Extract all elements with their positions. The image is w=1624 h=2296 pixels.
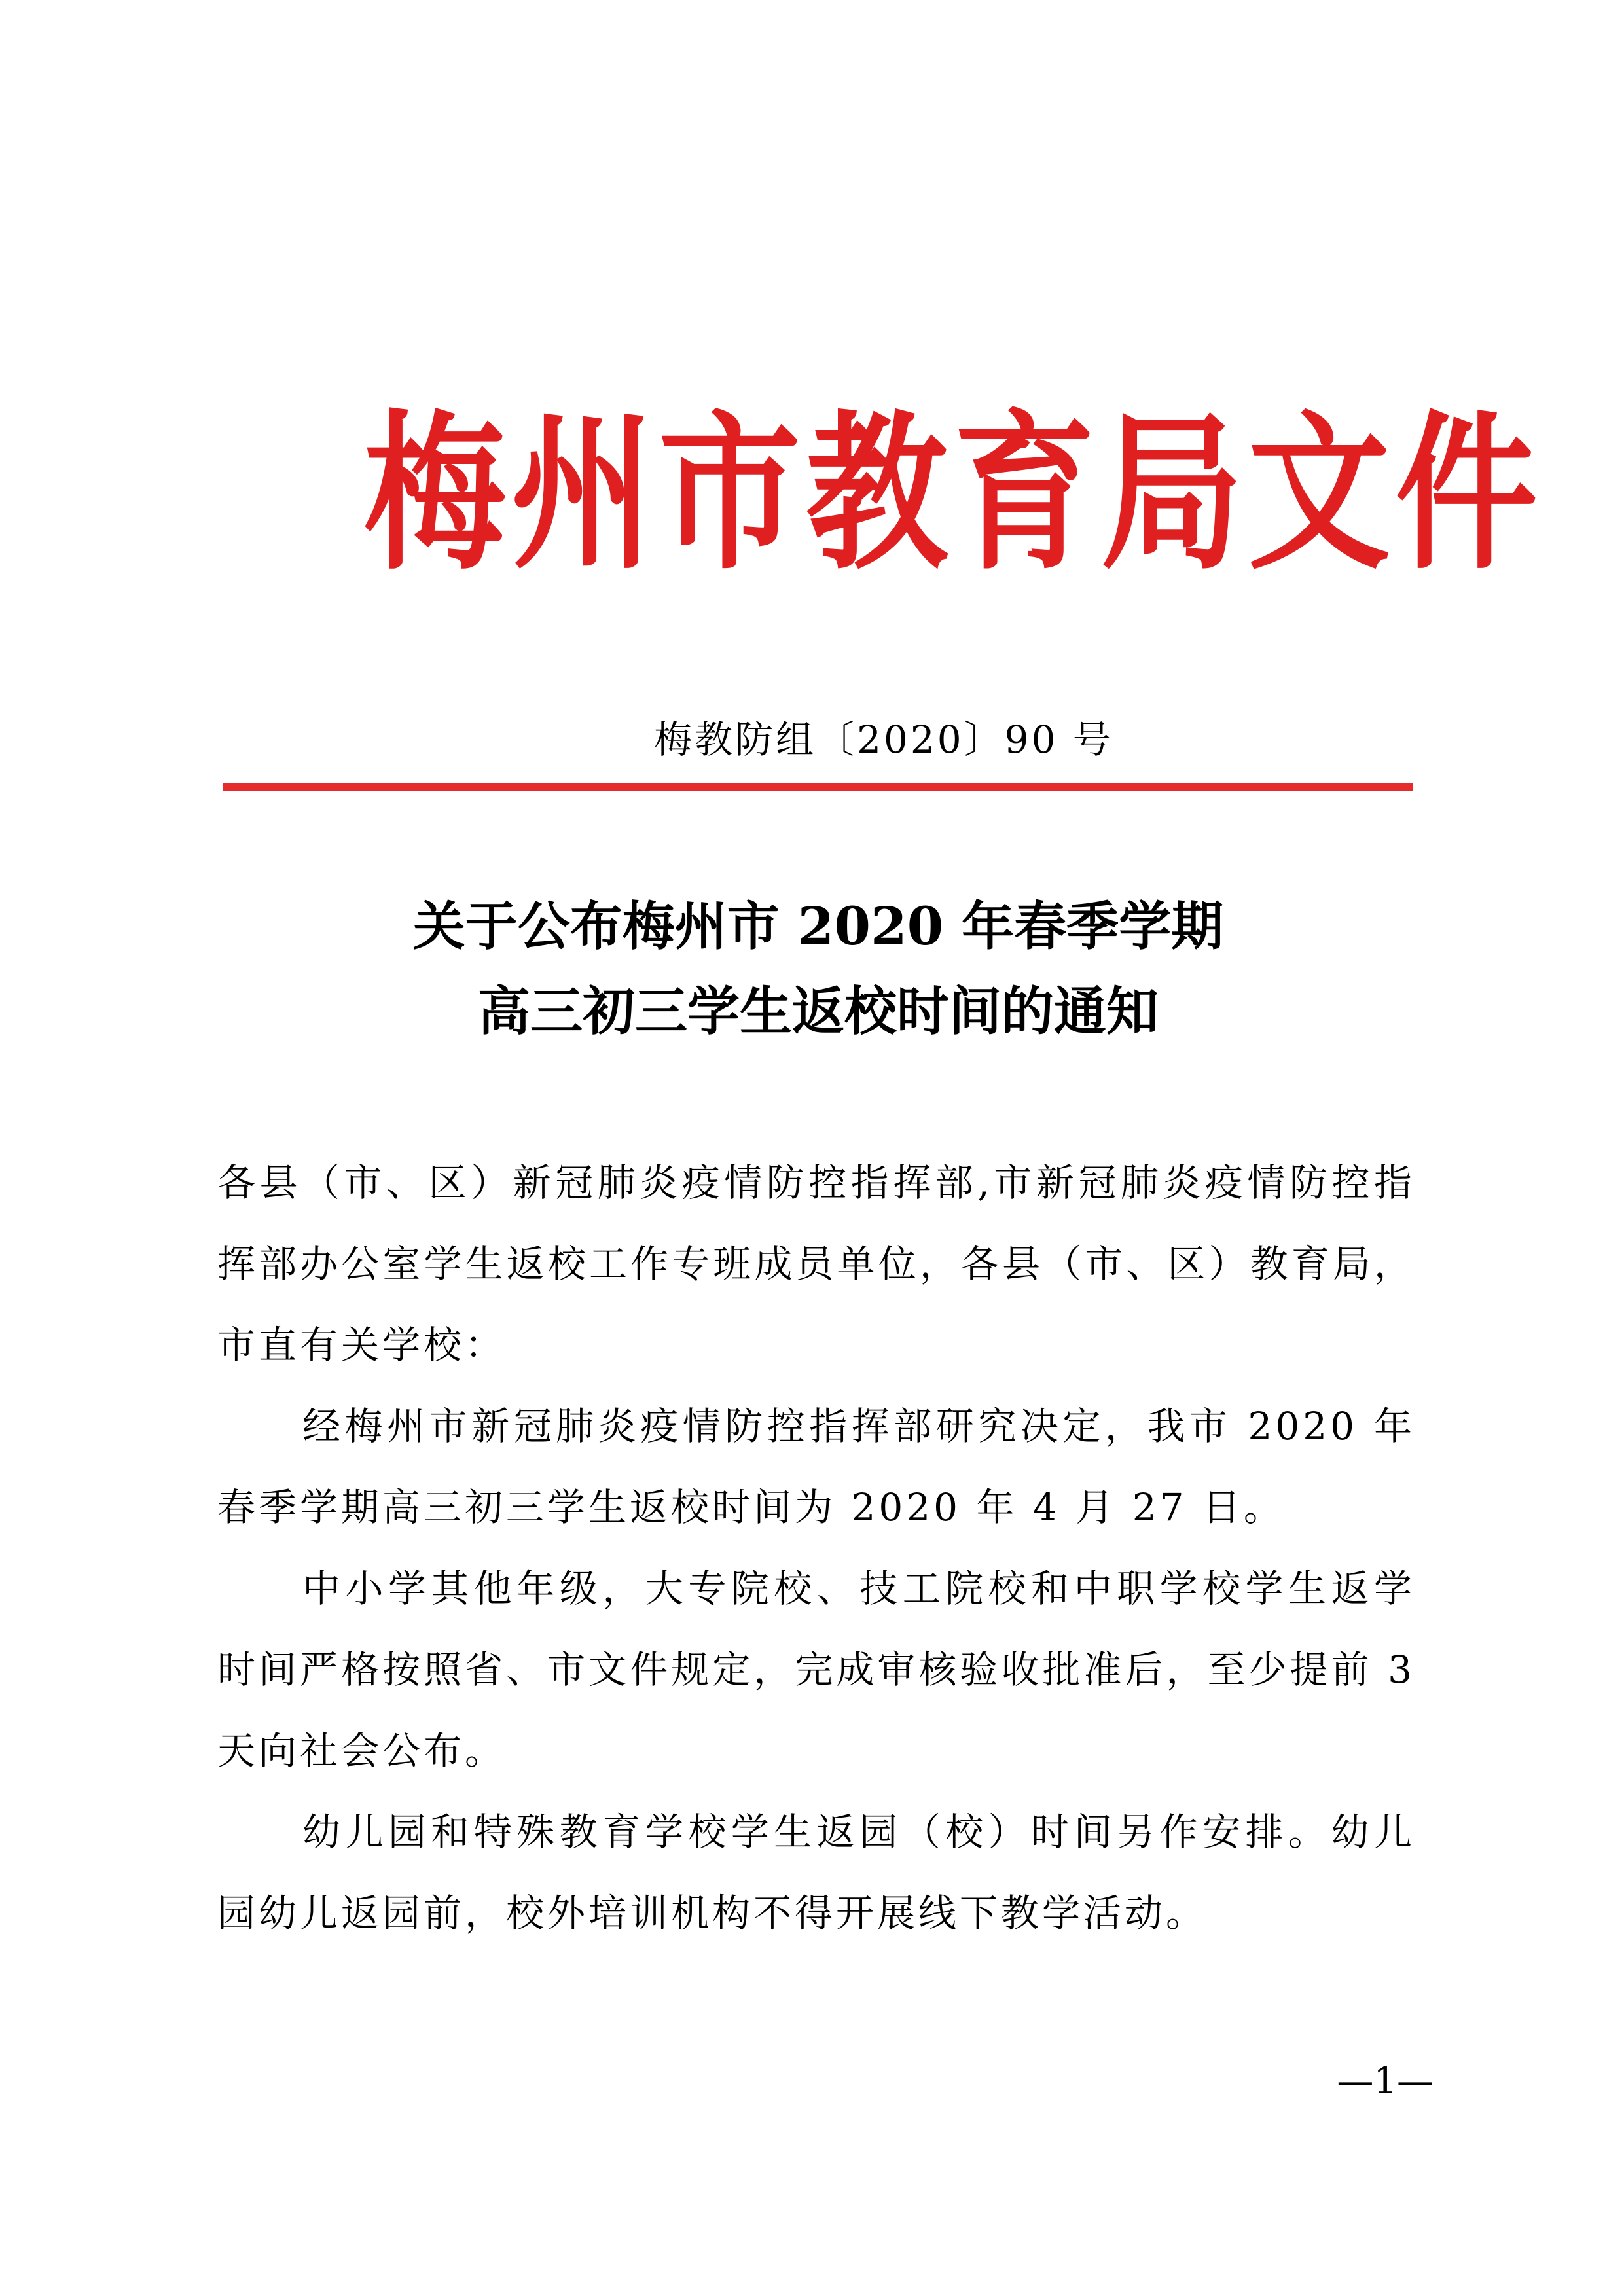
body-paragraph-1: 经梅州市新冠肺炎疫情防控指挥部研究决定，我市 2020 年春季学期高三初三学生返校时间为 2020 年 4 月 27 日。: [217, 1404, 1415, 1530]
body-paragraph-2: 中小学其他年级，大专院校、技工院校和中职学校学生返学时间严格按照省、市文件规定，完成审核验收批准后，至少提前 3 天向社会公布。: [217, 1566, 1415, 1773]
red-separator-line: [223, 783, 1413, 791]
issuing-authority-header: 梅州市教育局文件: [364, 396, 1543, 592]
notice-title: [196, 884, 1440, 1054]
notice-title-line-1: 关于公布梅州市 2020 年春季学期: [412, 895, 1224, 957]
notice-body: [217, 1142, 1415, 1954]
addressees-paragraph: 各县（市、区）新冠肺炎疫情防控指挥部,市新冠肺炎疫情防控指挥部办公室学生返校工作专班成员单位，各县（市、区）教育局，市直有关学校：: [217, 1160, 1415, 1367]
page-number: —1—: [1337, 2060, 1434, 2102]
body-paragraph-3: 幼儿园和特殊教育学校学生返园（校）时间另作安排。幼儿园幼儿返园前，校外培训机构不得开展线下教学活动。: [217, 1810, 1415, 1935]
notice-title-line-2: 高三初三学生返校时间的通知: [478, 980, 1159, 1042]
document-number: 梅教防组〔2020〕90 号: [654, 717, 1113, 762]
